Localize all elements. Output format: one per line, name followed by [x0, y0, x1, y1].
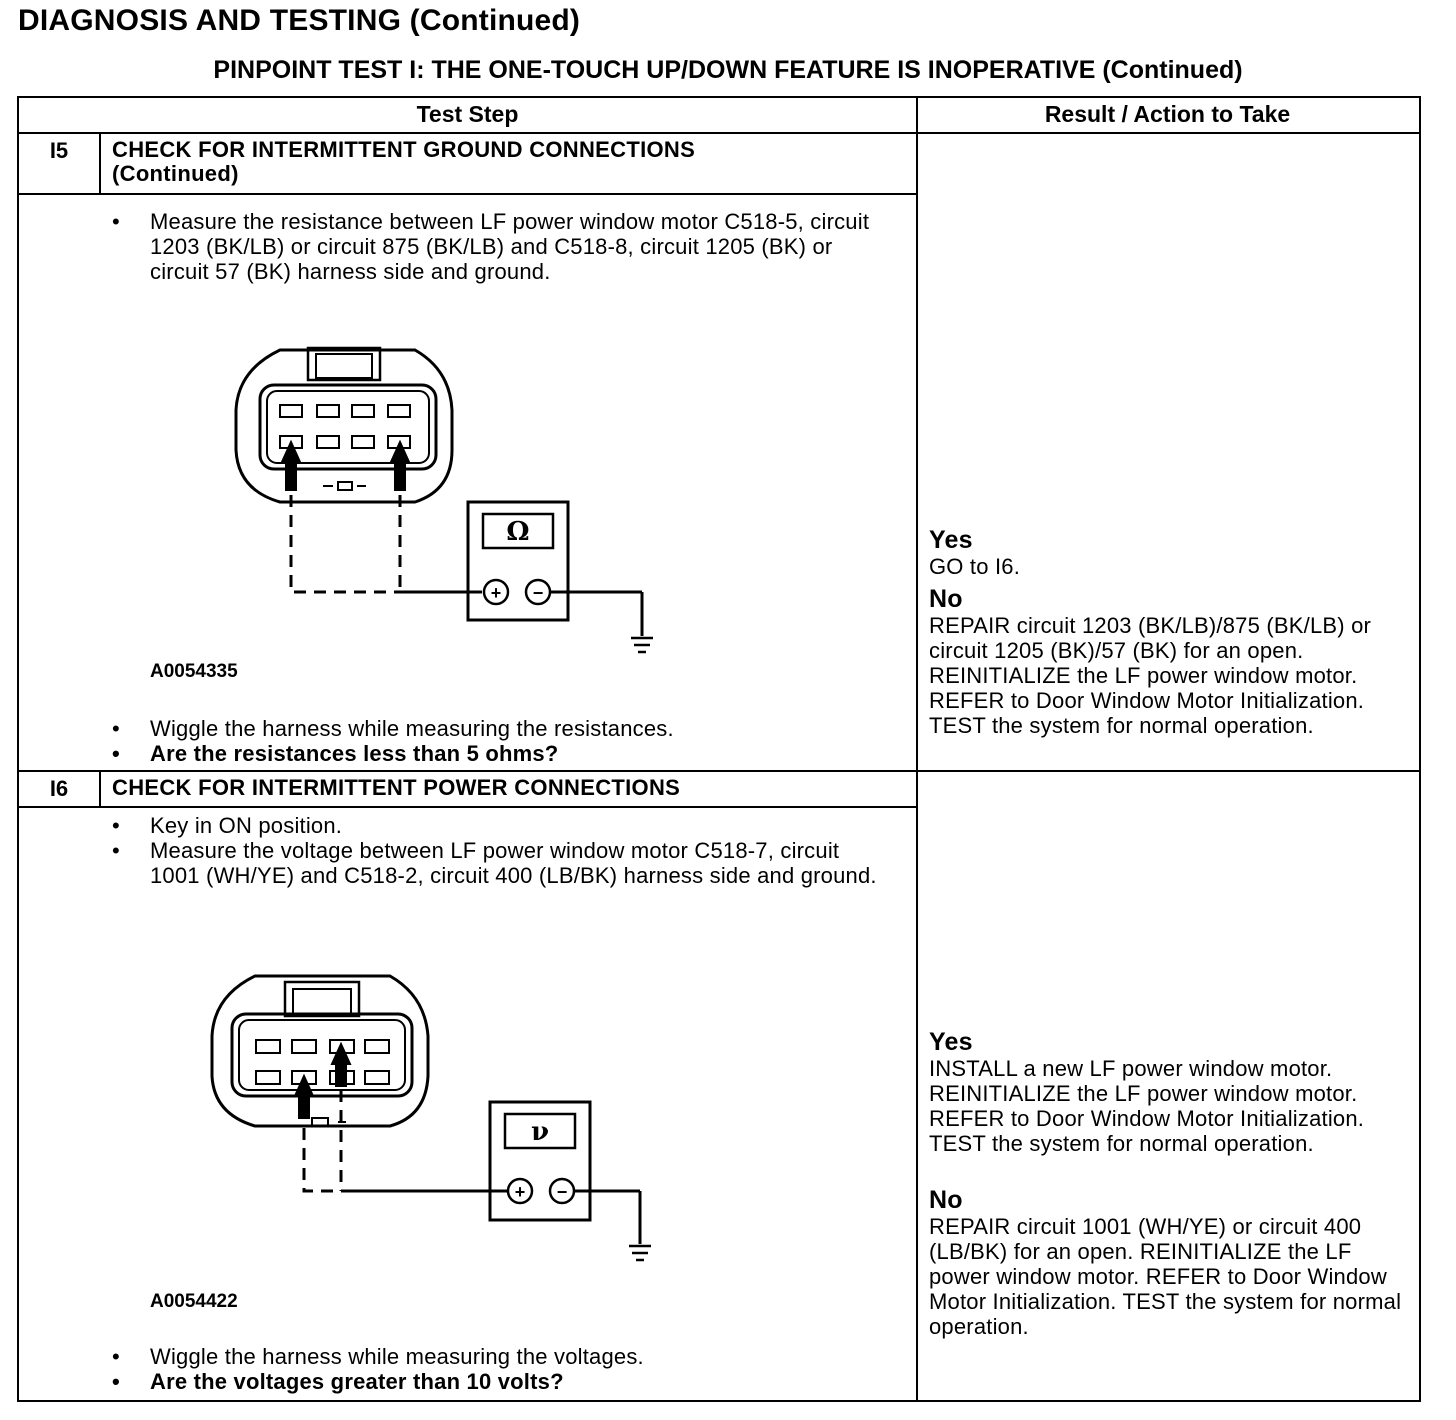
yes-label: Yes: [929, 526, 973, 554]
step-title-rule: [17, 806, 917, 808]
meter-minus-label: −: [556, 1182, 568, 1202]
ohm-symbol: Ω: [506, 517, 530, 547]
yes-label: Yes: [929, 1028, 973, 1056]
connector-top-row-cavities: [280, 405, 410, 490]
step-instructions: [112, 716, 892, 766]
column-header-test-step: Test Step: [416, 101, 519, 127]
no-action: REPAIR circuit 1203 (BK/LB)/875 (BK/LB) or circuit 1205 (BK)/57 (BK) for an open. REINITIALIZE the LF power window motor. REFER to Door Window Motor Initialization. TEST the system for normal operation.: [929, 613, 1372, 738]
step-title-line: CHECK FOR INTERMITTENT POWER CONNECTIONS: [112, 775, 681, 800]
probe-leads: [304, 1090, 640, 1244]
header-rule: [17, 132, 1419, 134]
step-id-divider: [99, 132, 101, 194]
instruction-item: • Key in ON position.: [112, 813, 892, 838]
step-instructions: [112, 209, 892, 284]
no-action: REPAIR circuit 1001 (WH/YE) or circuit 400 (LB/BK) for an open. REINITIALIZE the LF power window motor. REFER to Door Window Motor Initialization. TEST the system for normal operation.: [929, 1214, 1402, 1339]
meter-plus-label: +: [514, 1182, 526, 1202]
ground-symbol: [629, 1246, 651, 1260]
step-title: [112, 138, 695, 186]
probe-arrows: [295, 1044, 350, 1118]
step-instructions: [112, 1344, 892, 1394]
step-id: I6: [49, 776, 69, 801]
probe-leads: [291, 495, 642, 636]
result-action: [929, 520, 1407, 738]
instruction-item: • Wiggle the harness while measuring the voltages.: [112, 1344, 892, 1369]
step-id: I5: [49, 138, 69, 163]
step-separator: [17, 770, 1419, 772]
pinpoint-test-title: PINPOINT TEST I: THE ONE-TOUCH UP/DOWN FEATURE IS INOPERATIVE (Continued): [213, 56, 1243, 84]
instruction-item: • Wiggle the harness while measuring the resistances.: [112, 716, 892, 741]
yes-action: INSTALL a new LF power window motor. REINITIALIZE the LF power window motor. REFER to Door Window Motor Initialization. TEST the system for normal operation.: [929, 1056, 1365, 1156]
connector-ohmmeter-diagram: [220, 330, 660, 670]
instruction-item: • Measure the resistance between LF power window motor C518-5, circuit 1203 (BK/LB) or circuit 875 (BK/LB) and C518-8, circuit 1205 (BK) or circuit 57 (BK) harness side and ground.: [112, 209, 892, 284]
yes-action: GO to I6.: [929, 554, 1021, 579]
step-instructions: [112, 813, 892, 888]
step-title-rule: [17, 193, 917, 195]
column-header-result: Result / Action to Take: [1044, 101, 1291, 127]
instruction-question: • Are the resistances less than 5 ohms?: [112, 741, 892, 766]
no-label: No: [929, 585, 963, 613]
volt-symbol: ν: [530, 1117, 550, 1147]
column-divider: [916, 96, 918, 1400]
instruction-item: • Measure the voltage between LF power window motor C518-7, circuit 1001 (WH/YE) and C518-2, circuit 400 (LB/BK) harness side and ground.: [112, 838, 892, 888]
step-title: [112, 776, 680, 800]
page-heading: DIAGNOSIS AND TESTING (Continued): [18, 4, 581, 37]
step-title-line: CHECK FOR INTERMITTENT GROUND CONNECTIONS: [112, 137, 696, 162]
step-title-line: (Continued): [112, 161, 239, 186]
result-action: [929, 1022, 1407, 1339]
step-id-divider: [99, 770, 101, 808]
instruction-question: • Are the voltages greater than 10 volts?: [112, 1369, 892, 1394]
meter-minus-label: −: [532, 583, 544, 603]
connector-cavities: [256, 1040, 389, 1126]
ground-symbol: [631, 638, 653, 652]
figure-code: A0054422: [150, 1291, 238, 1312]
no-label: No: [929, 1186, 963, 1214]
figure-code: A0054335: [150, 661, 238, 682]
connector-voltmeter-diagram: [200, 968, 670, 1268]
meter-plus-label: +: [490, 583, 502, 603]
